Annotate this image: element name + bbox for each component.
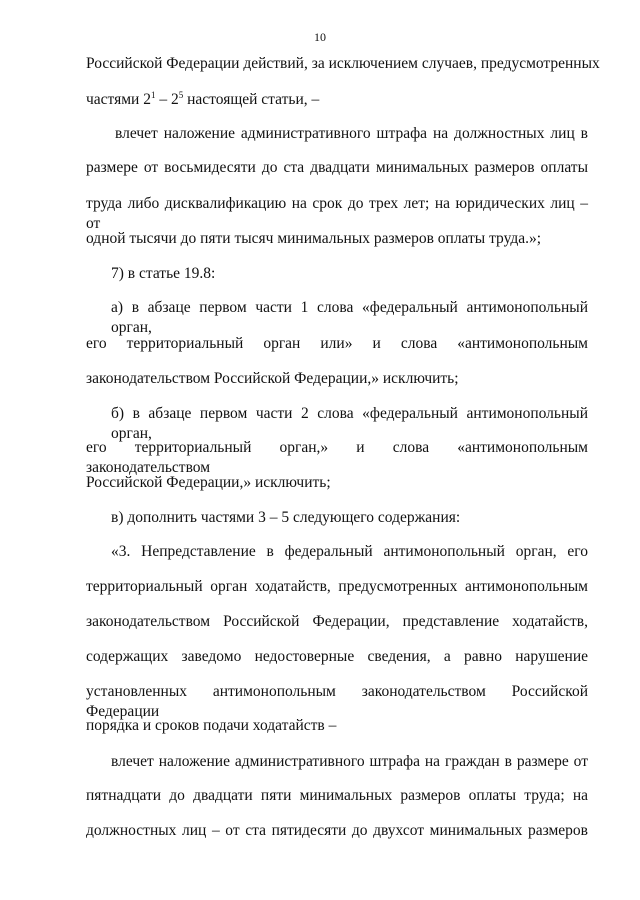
text-fragment: настоящей статьи, – <box>183 91 320 108</box>
text-line-8: а) в абзаце первом части 1 слова «федеральный антимонопольный орган, <box>111 299 588 336</box>
text-line-4: размере от восьмидесяти до ста двадцати минимальных размеров оплаты <box>86 159 588 176</box>
text-line-21: влечет наложение административного штрафа на граждан в размере от <box>111 753 588 770</box>
text-line-15: «3. Непредставление в федеральный антимонопольный орган, его <box>111 543 588 560</box>
text-fragment: частями 2 <box>86 91 151 108</box>
text-line-14: в) дополнить частями 3 – 5 следующего содержания: <box>111 509 461 526</box>
text-line-20: порядка и сроков подачи ходатайств – <box>86 717 337 734</box>
text-line-5: труда либо дисквалификацию на срок до трех лет; на юридических лиц – от <box>86 195 588 232</box>
text-line-1: Российской Федерации действий, за исключением случаев, предусмотренных <box>86 55 600 72</box>
text-line-23: должностных лиц – от ста пятидесяти до двухсот минимальных размеров <box>86 822 588 839</box>
text-line-3: влечет наложение административного штрафа на должностных лиц в <box>115 125 588 142</box>
text-line-18: содержащих заведомо недостоверные сведения, а равно нарушение <box>86 648 588 665</box>
text-line-2 <box>86 90 588 110</box>
text-line-7: 7) в статье 19.8: <box>111 265 216 282</box>
text-line-22: пятнадцати до двадцати пяти минимальных размеров оплаты труда; на <box>86 787 588 804</box>
text-line-11: б) в абзаце первом части 2 слова «федеральный антимонопольный орган, <box>111 405 588 442</box>
text-line-19: установленных антимонопольным законодательством Российской Федерации <box>86 683 588 720</box>
text-line-16: территориальный орган ходатайств, предусмотренных антимонопольным <box>86 578 588 595</box>
page-number: 10 <box>314 30 326 44</box>
superscript: 5 <box>178 90 184 100</box>
text-line-12: его территориальный орган,» и слова «антимонопольным законодательством <box>86 439 588 476</box>
text-line-17: законодательством Российской Федерации, представление ходатайств, <box>86 613 588 630</box>
text-line-6: одной тысячи до пяти тысяч минимальных размеров оплаты труда.»; <box>86 230 542 247</box>
text-line-10: законодательством Российской Федерации,» исключить; <box>86 370 459 387</box>
text-fragment: – 2 <box>155 91 179 108</box>
text-line-13: Российской Федерации,» исключить; <box>86 474 331 491</box>
superscript: 1 <box>150 90 156 100</box>
text-line-9: его территориальный орган или» и слова «антимонопольным <box>86 335 588 352</box>
